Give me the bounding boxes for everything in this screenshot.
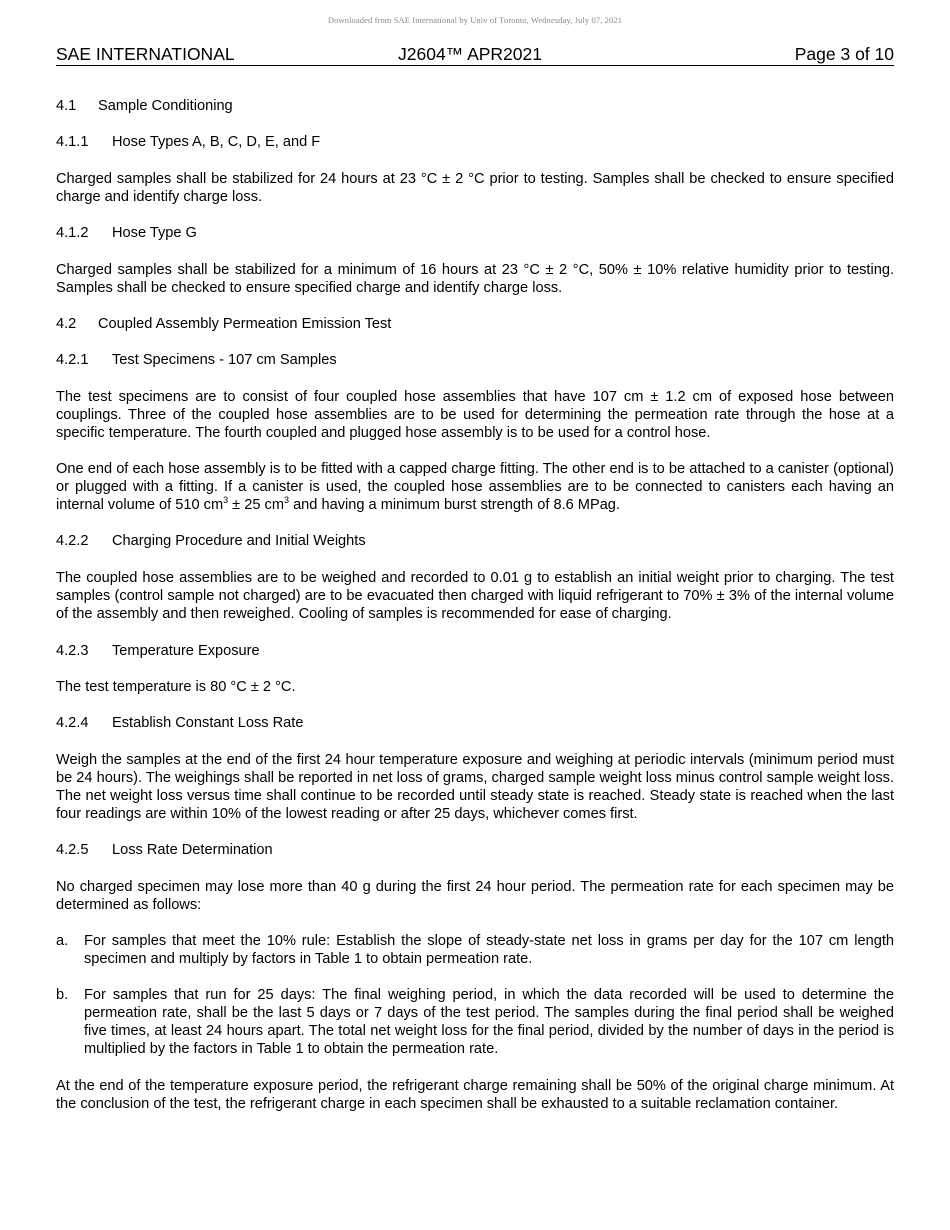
download-watermark: Downloaded from SAE International by Univ of Toronto, Wednesday, July 07, 2021: [327, 15, 623, 25]
text-run: One end of each hose assembly is to be fitted with a capped charge fitting. The other end is to be attached to a canister (optional) or plugged with a fitting. If a canister is used, the coupled hose assemblies are to be connected to canisters each having an internal volume of 510 cm: [56, 461, 894, 513]
header-page-number: Page 3 of 10: [794, 44, 894, 64]
section-number: 4.1.1: [56, 134, 89, 150]
section-title: Loss Rate Determination: [112, 842, 273, 858]
list-item-text: For samples that run for 25 days: The final weighing period, in which the data recorded will be used to determine the permeation rate, shall be the last 5 days or 7 days of the test period. The samples during the final period shall be weighed five times, at least 24 hours apart. The total net weight loss for the final period, divided by the number of days in the period is multiplied by the factors in Table 1 to obtain the permeation rate.: [84, 987, 894, 1057]
section-number: 4.2.4: [56, 715, 89, 731]
section-number: 4.1: [56, 98, 77, 114]
page-header: [56, 43, 894, 66]
paragraph-4-2-2: The coupled hose assemblies are to be weighed and recorded to 0.01 g to establish an initial weight prior to charging. The test samples (control sample not charged) are to be evacuated then charged with liquid refrigerant to 70% ± 3% of the internal volume of the assembly and then reweighed. Cooling of samples is recommended for ease of charging.: [56, 570, 894, 622]
section-number: 4.2: [56, 316, 77, 332]
section-number: 4.2.3: [56, 643, 89, 659]
section-number: 4.2.5: [56, 842, 89, 858]
section-heading-4-2: [56, 315, 894, 333]
list-item-text: For samples that meet the 10% rule: Establish the slope of steady-state net loss in grams per day for the 107 cm length specimen and multiply by factors in Table 1 to obtain permeation rate.: [84, 933, 894, 967]
section-heading-4-1: [56, 97, 894, 115]
section-heading-4-2-4: [56, 714, 894, 732]
list-item: [56, 986, 894, 1058]
section-heading-4-2-5: [56, 841, 894, 859]
header-doc-id: J2604™ APR2021: [398, 44, 542, 64]
section-title: Charging Procedure and Initial Weights: [112, 533, 366, 549]
paragraph-4-2-3: The test temperature is 80 °C ± 2 °C.: [56, 679, 296, 695]
paragraph-4-2-4: Weigh the samples at the end of the first 24 hour temperature exposure and weighing at periodic intervals (minimum period must be 24 hours). The weighings shall be reported in net loss of grams, charged sample weight loss minus control sample weight loss. The net weight loss versus time shall continue to be recorded until steady state is reached. Steady state is reached when the last four readings are within 10% of the lowest reading or after 25 days, whichever comes first.: [56, 752, 894, 822]
section-title: Coupled Assembly Permeation Emission Test: [98, 316, 392, 332]
paragraph-4-2-1-b: [56, 460, 894, 514]
header-org: SAE INTERNATIONAL: [56, 44, 235, 64]
paragraph-4-2-5: No charged specimen may lose more than 40 g during the first 24 hour period. The permeation rate for each specimen may be determined as follows:: [56, 879, 894, 913]
section-heading-4-1-1: [56, 133, 894, 151]
paragraph-4-2-1-a: The test specimens are to consist of four coupled hose assemblies that have 107 cm ± 1.2 cm of exposed hose between couplings. Three of the coupled hose assemblies are to be used for determining the permeation rate through the hose at a specific temperature. The fourth coupled and plugged hose assembly is to be used for a control hose.: [56, 389, 894, 441]
section-number: 4.2.2: [56, 533, 89, 549]
section-title: Test Specimens - 107 cm Samples: [112, 352, 337, 368]
superscript: 3: [284, 495, 290, 505]
section-heading-4-2-3: [56, 642, 894, 660]
section-title: Establish Constant Loss Rate: [112, 715, 304, 731]
paragraph-4-1-2: Charged samples shall be stabilized for a minimum of 16 hours at 23 °C ± 2 °C, 50% ± 10% relative humidity prior to testing. Samples shall be checked to ensure specified charge and identify charge loss.: [56, 262, 894, 296]
superscript: 3: [223, 495, 229, 505]
section-heading-4-1-2: [56, 224, 894, 242]
section-heading-4-2-1: [56, 351, 894, 369]
section-title: Sample Conditioning: [98, 98, 233, 114]
text-run: ± 25 cm: [228, 497, 284, 513]
text-run: and having a minimum burst strength of 8.6 MPag.: [289, 497, 620, 513]
section-title: Hose Type G: [112, 225, 197, 241]
list-item: [56, 932, 894, 968]
paragraph-closing: At the end of the temperature exposure period, the refrigerant charge remaining shall be 50% of the original charge minimum. At the conclusion of the test, the refrigerant charge in each specimen shall be exhausted to a suitable reclamation container.: [56, 1078, 894, 1112]
section-number: 4.1.2: [56, 225, 89, 241]
section-title: Hose Types A, B, C, D, E, and F: [112, 134, 321, 150]
section-heading-4-2-2: [56, 532, 894, 550]
section-number: 4.2.1: [56, 352, 89, 368]
list-marker: b.: [56, 987, 69, 1003]
section-title: Temperature Exposure: [112, 643, 260, 659]
list-marker: a.: [56, 933, 69, 949]
document-body: [56, 97, 894, 1113]
paragraph-4-1-1: Charged samples shall be stabilized for 24 hours at 23 °C ± 2 °C prior to testing. Samples shall be checked to ensure specified charge and identify charge loss.: [56, 171, 894, 205]
